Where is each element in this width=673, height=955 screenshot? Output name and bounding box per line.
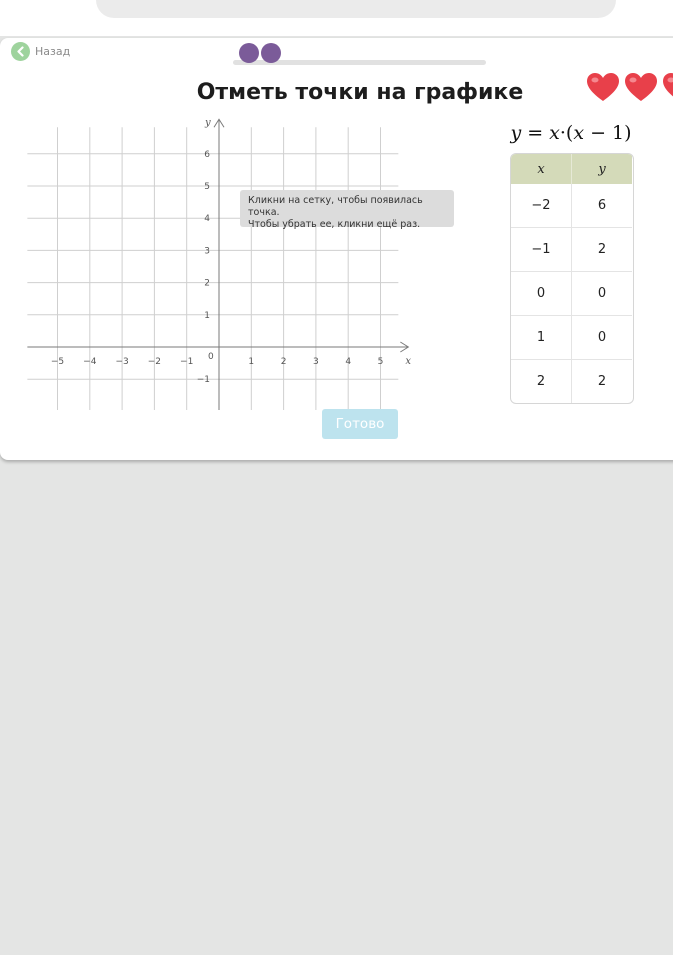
x-tick-label: 5 (377, 357, 384, 367)
formula-y: y (510, 122, 522, 144)
table-cell-y: 2 (571, 360, 632, 403)
table-cell-x: 1 (511, 316, 571, 360)
formula-x1: x (549, 122, 560, 144)
table-cell-y: 0 (571, 272, 632, 316)
function-formula (510, 122, 632, 144)
x-tick-label: −1 (180, 357, 194, 367)
table-row (511, 184, 633, 228)
formula-mid: ·( (559, 122, 574, 144)
table-header-row (511, 154, 633, 184)
y-tick-label: 5 (204, 182, 210, 192)
hint-line-1: Кликни на сетку, чтобы появилась точка. (248, 195, 423, 218)
y-axis-label: y (205, 117, 211, 129)
x-tick-label: 4 (345, 357, 352, 367)
table-row (511, 360, 633, 403)
heart-icon (625, 73, 657, 101)
table-header-x: x (511, 154, 571, 184)
table-cell-y: 2 (571, 228, 632, 272)
table-row (511, 272, 633, 316)
x-tick-label: −2 (147, 357, 162, 367)
formula-end: − 1) (584, 122, 632, 144)
table-row (511, 316, 633, 360)
x-tick-label: 1 (248, 357, 255, 367)
page-title: Отметь точки на графике (196, 80, 524, 105)
x-tick-label: −3 (115, 357, 129, 367)
y-tick-label: −1 (196, 375, 210, 386)
done-button[interactable]: Готово (322, 409, 398, 439)
lives-hearts (586, 70, 673, 108)
formula-x2: x (573, 122, 585, 144)
table-cell-y: 6 (571, 184, 632, 228)
heart-icon (663, 73, 673, 101)
table-cell-x: −1 (511, 228, 571, 272)
x-tick-label: −4 (83, 357, 97, 367)
x-tick-label: 3 (313, 357, 319, 367)
table-cell-x: 2 (536, 374, 546, 389)
hint-line-2: Чтобы убрать ее, кликни ещё раз. (248, 219, 421, 230)
values-table (510, 153, 634, 404)
table-row (511, 228, 633, 272)
table-header-y: y (571, 154, 632, 184)
y-tick-label: 3 (204, 246, 210, 257)
hint-tooltip (240, 190, 454, 230)
table-cell-x: −2 (511, 184, 571, 228)
table-cell-y: 0 (571, 316, 632, 360)
y-tick-label: 6 (204, 149, 210, 160)
x-axis-label: x (405, 356, 411, 367)
back-label: Назад (35, 45, 71, 58)
y-tick-label: 4 (204, 214, 210, 225)
table-cell-x: 0 (511, 272, 571, 316)
x-tick-label: 2 (280, 357, 287, 367)
heart-icon (587, 73, 619, 101)
formula-eq: = (521, 122, 550, 144)
y-tick-label: 1 (204, 310, 210, 321)
origin-label: 0 (208, 352, 214, 362)
x-tick-label: −5 (50, 357, 65, 367)
y-tick-label: 2 (204, 278, 210, 289)
